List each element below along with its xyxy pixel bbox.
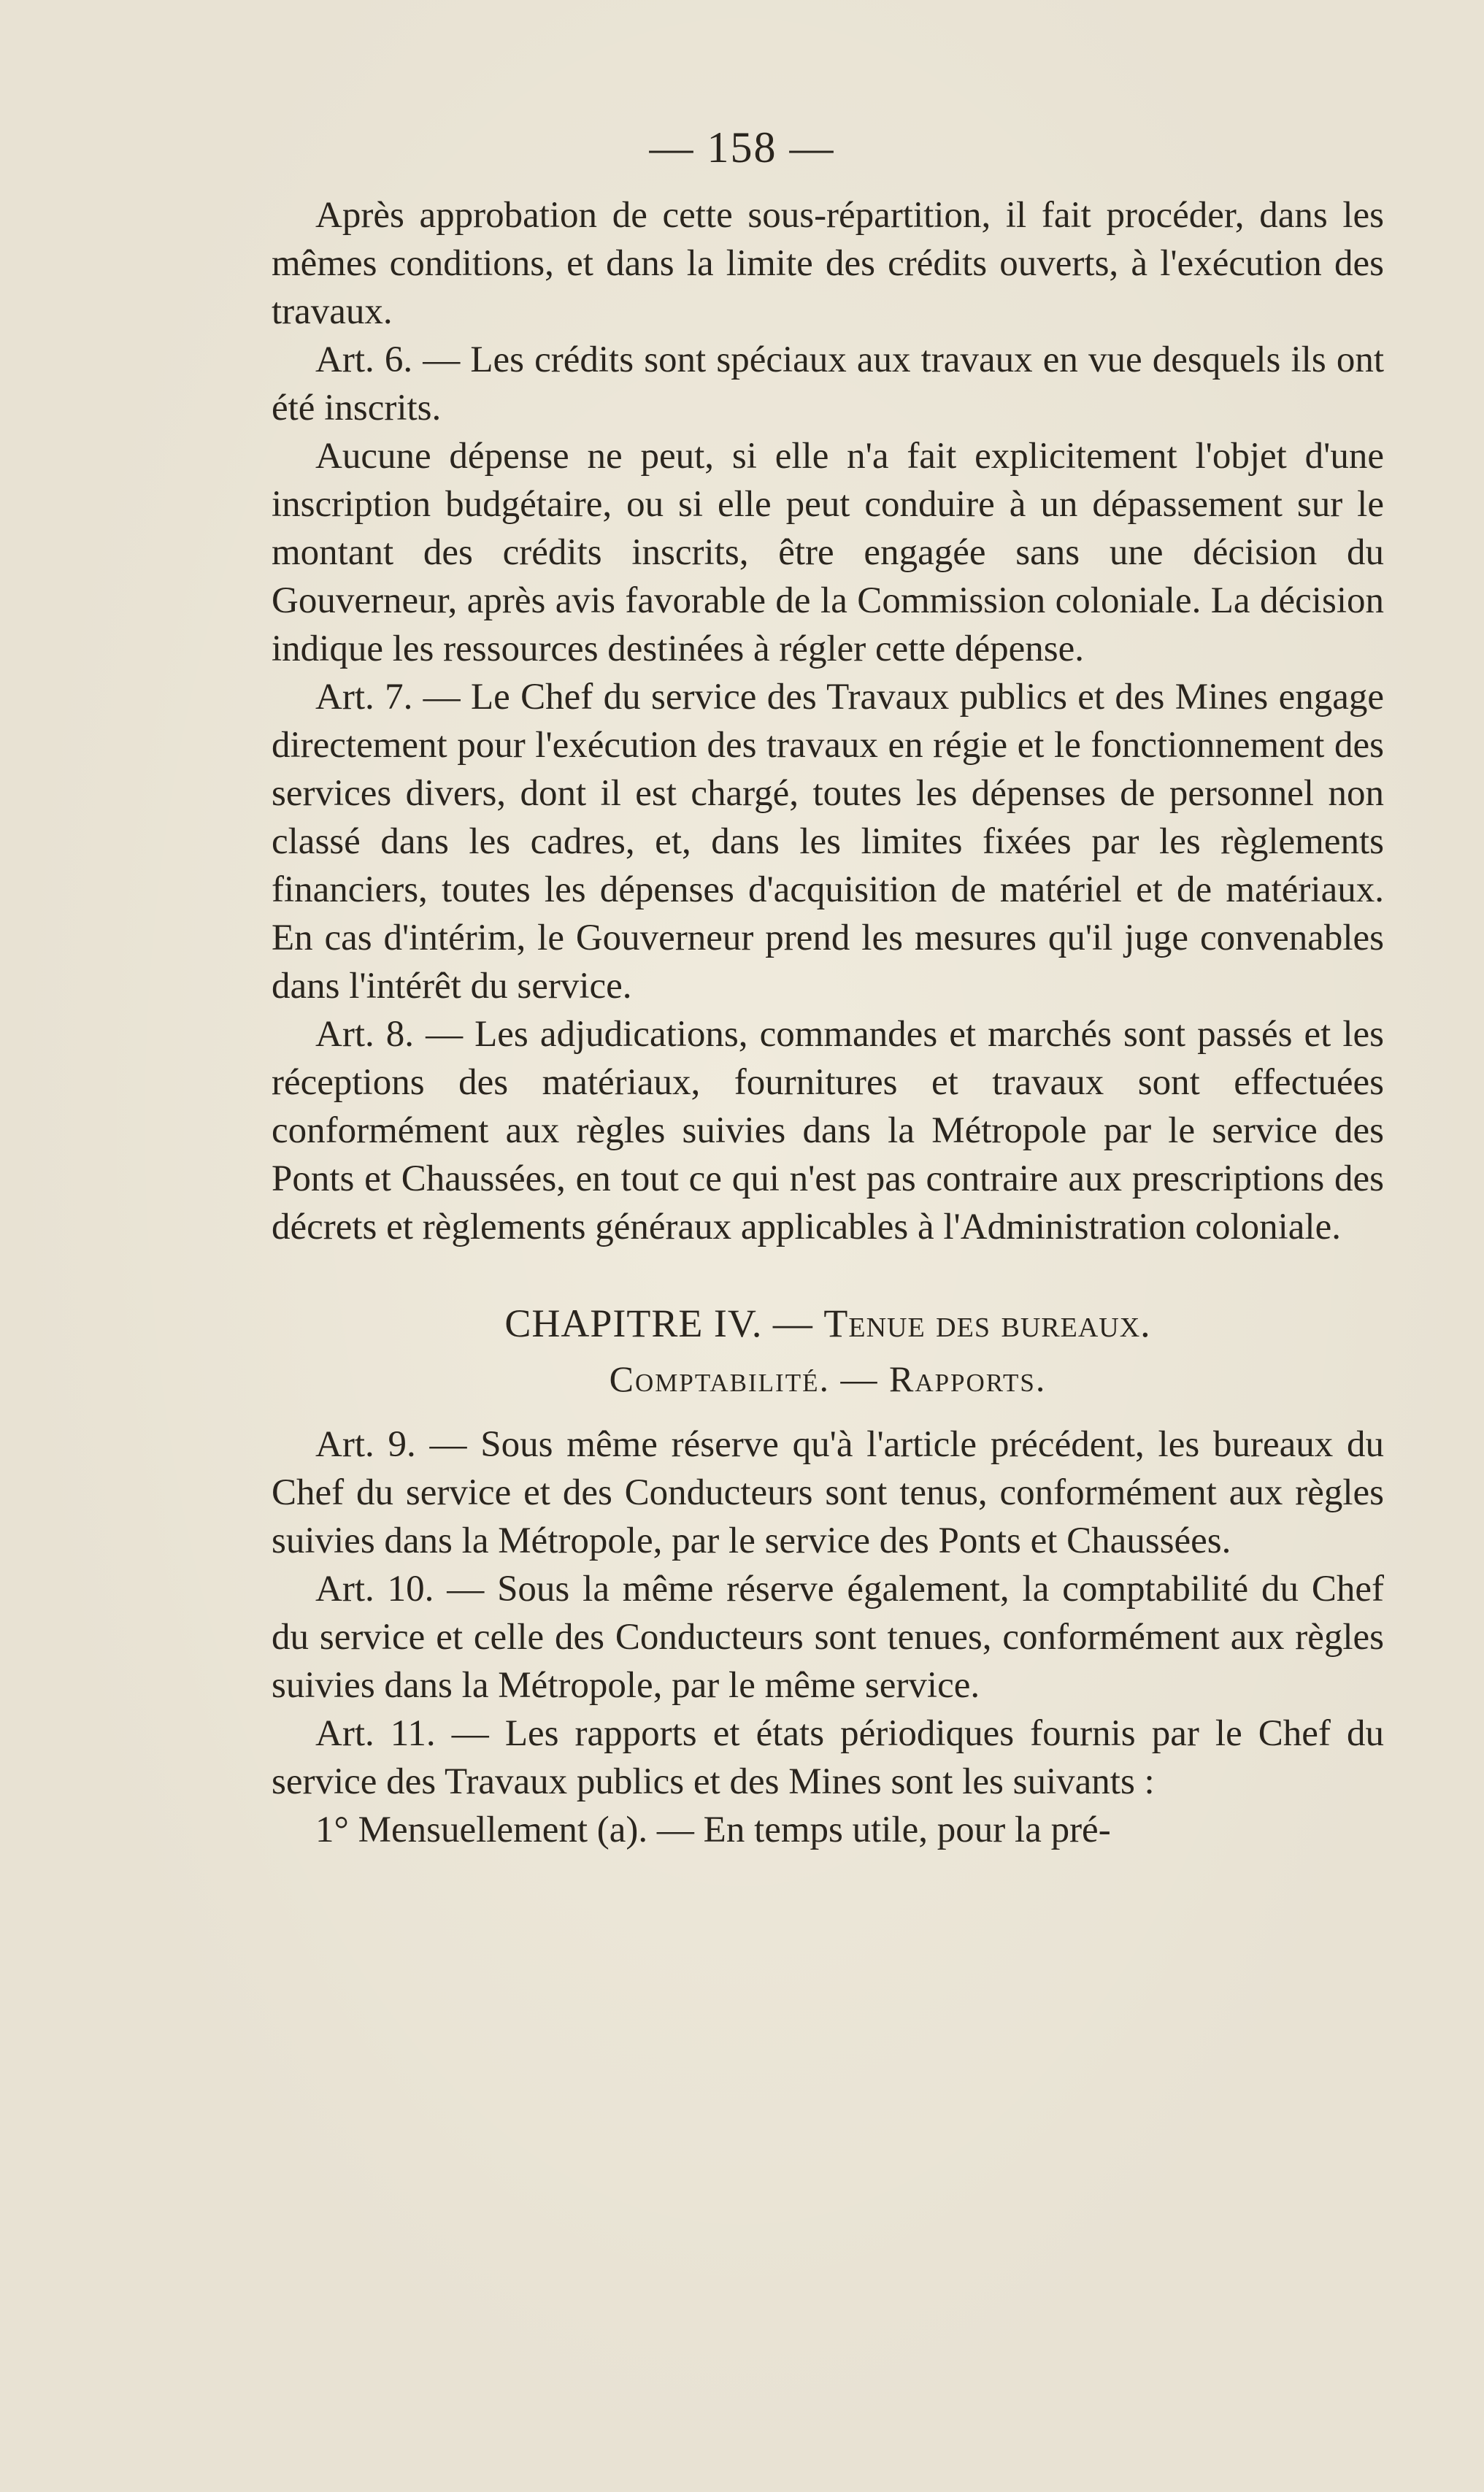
- chapter-title: CHAPITRE IV.: [504, 1301, 763, 1345]
- chapter-dash: —: [772, 1301, 813, 1345]
- paragraph-art-7: Art. 7. — Le Chef du service des Travaux publics et des Mines engage directement pour l'exécution des travaux en régie et le fonctionnement des services divers, dont il est chargé, toutes les dépenses de personnel non classé dans les cadres, et, dans les limites fixées par les règlements financiers, toutes les dépenses d'acquisition de matériel et de matériaux. En cas d'intérim, le Gouverneur prend les mesures qu'il juge convenables dans l'intérêt du service.: [272, 677, 1384, 1007]
- paragraph-art-10: Art. 10. — Sous la même réserve également, la comptabilité du Chef du service et celle des Conducteurs sont tenues, conformément aux règles suivies dans la Métropole, par le même service.: [272, 1569, 1384, 1706]
- chapter-subheading-dash: —: [840, 1358, 879, 1399]
- chapter-subheading-comptabilite: Comptabilité.: [609, 1358, 830, 1399]
- chapter-heading: [272, 1299, 1384, 1347]
- body-text: [272, 191, 1384, 1854]
- paragraph-art-11: Art. 11. — Les rapports et états périodiques fournis par le Chef du service des Travaux publics et des Mines sont les suivants :: [272, 1713, 1384, 1802]
- paragraph-art-6: Art. 6. — Les crédits sont spéciaux aux travaux en vue desquels ils ont été inscrits.: [272, 339, 1384, 428]
- chapter-subheading: [272, 1355, 1384, 1403]
- chapter-subtitle: Tenue des bureaux.: [823, 1301, 1151, 1345]
- paragraph-art-9: Art. 9. — Sous même réserve qu'à l'article précédent, les bureaux du Chef du service et des Conducteurs sont tenus, conformément aux règles suivies dans la Métropole, par le service des Ponts et Chaussées.: [272, 1424, 1384, 1561]
- chapter-subheading-rapports: Rapports.: [888, 1358, 1047, 1399]
- paragraph-mensuellement: 1° Mensuellement (a). — En temps utile, pour la pré-: [315, 1810, 1111, 1850]
- paragraph-sous-repartition: Après approbation de cette sous-répartition, il fait procéder, dans les mêmes conditions, et dans la limite des crédits ouverts, à l'exécution des travaux.: [272, 195, 1384, 332]
- paragraph-art-8: Art. 8. — Les adjudications, commandes et marchés sont passés et les réceptions des matériaux, fournitures et travaux sont effectuées conformément aux règles suivies dans la Métropole par le service des Ponts et Chaussées, en tout ce qui n'est pas contraire aux prescriptions des décrets et règlements généraux applicables à l'Administration coloniale.: [272, 1014, 1384, 1247]
- paragraph-aucune-depense: Aucune dépense ne peut, si elle n'a fait explicitement l'objet d'une inscription budgétaire, ou si elle peut conduire à un dépassement sur le montant des crédits inscrits, être engagée sans une décision du Gouverneur, après avis favorable de la Commission coloniale. La décision indique les ressources destinées à régler cette dépense.: [272, 436, 1384, 669]
- page-number: — 158 —: [649, 123, 835, 172]
